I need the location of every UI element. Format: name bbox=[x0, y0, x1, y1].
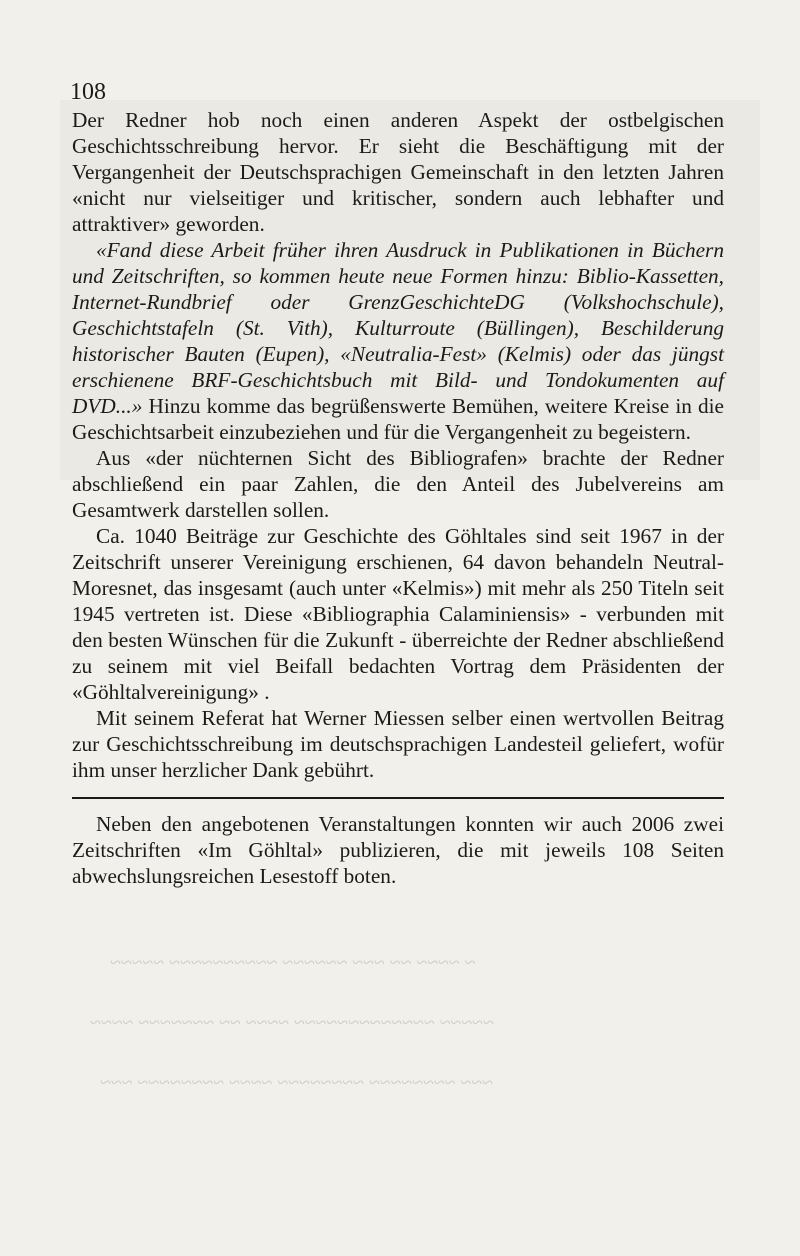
bleed-through-decoration: ~ ~~~~ ~~ ~~~ ~~~~~~ ~~~~~~~~~~ ~~~~~ bbox=[110, 952, 476, 974]
paragraph: Aus «der nüchternen Sicht des Bibliografen» brachte der Redner abschließend ein paar Zahlen, die den Anteil des Jubelvereins am Gesamtwerk darstellen sollen. bbox=[72, 446, 724, 522]
bleed-through-decoration: ~~~~~ ~~~~~~~~~~~~~ ~~~~ ~~ ~~~~~~~ ~~~~ bbox=[90, 1012, 494, 1034]
paragraph: Neben den angebotenen Veranstaltungen konnten wir auch 2006 zwei Zeitschriften «Im Göhltal» publizieren, die mit jeweils 108 Seiten abwechslungsreichen Lesestoff boten. bbox=[72, 812, 724, 888]
quote-text: «Fand diese Arbeit früher ihren Ausdruck in Publikationen in Büchern und Zeitschriften, so kommen heute neue Formen hinzu: Biblio-Kassetten, Internet-Rundbrief oder GrenzGeschichteDG (Volkshochschule), Geschichtstafeln (St. Vith), Kulturroute (Büllingen), Beschilderung historischer Bauten (Eupen), «Neutralia-Fest» (Kelmis) oder das jüngst erschienene BRF-Geschichtsbuch mit Bild- und Tondokumenten auf DVD...» bbox=[72, 238, 724, 418]
quote-followup-text: Hinzu komme das begrüßenswerte Bemühen, weitere Kreise in die Geschichtsarbeit einzubeziehen und für die Vergangenheit zu begeistern. bbox=[72, 394, 724, 444]
paragraph: Mit seinem Referat hat Werner Miessen selber einen wertvollen Beitrag zur Geschichtsschreibung im deutschsprachigen Landesteil geliefert, wofür ihm unser herzlicher Dank gebührt. bbox=[72, 706, 724, 782]
paragraph-quote bbox=[72, 237, 724, 445]
article-text bbox=[72, 107, 724, 889]
page-number: 108 bbox=[70, 79, 106, 105]
section-divider bbox=[72, 797, 724, 799]
bleed-through-decoration: ~~~ ~~~~~~~~ ~~~~~~~~ ~~~~ ~~~~~~~~ ~~~ bbox=[100, 1072, 493, 1094]
paragraph: Ca. 1040 Beiträge zur Geschichte des Göhltales sind seit 1967 in der Zeitschrift unserer Vereinigung erschienen, 64 davon behandeln Neutral-Moresnet, das insgesamt (auch unter «Kelmis») mit mehr als 250 Titeln seit 1945 vertreten ist. Diese «Bibliographia Calaminiensis» - verbunden mit den besten Wünschen für die Zukunft - überreichte der Redner abschließend zu seinem mit viel Beifall bedachten Vortrag dem Präsidenten der «Göhltalvereinigung» . bbox=[72, 524, 724, 704]
paragraph: Der Redner hob noch einen anderen Aspekt der ostbelgischen Geschichtsschreibung hervor. Er sieht die Beschäftigung mit der Vergangenheit der Deutschsprachigen Gemeinschaft in den letzten Jahren «nicht nur vielseitiger und kritischer, sondern auch lebhafter und attraktiver» geworden. bbox=[72, 108, 724, 236]
